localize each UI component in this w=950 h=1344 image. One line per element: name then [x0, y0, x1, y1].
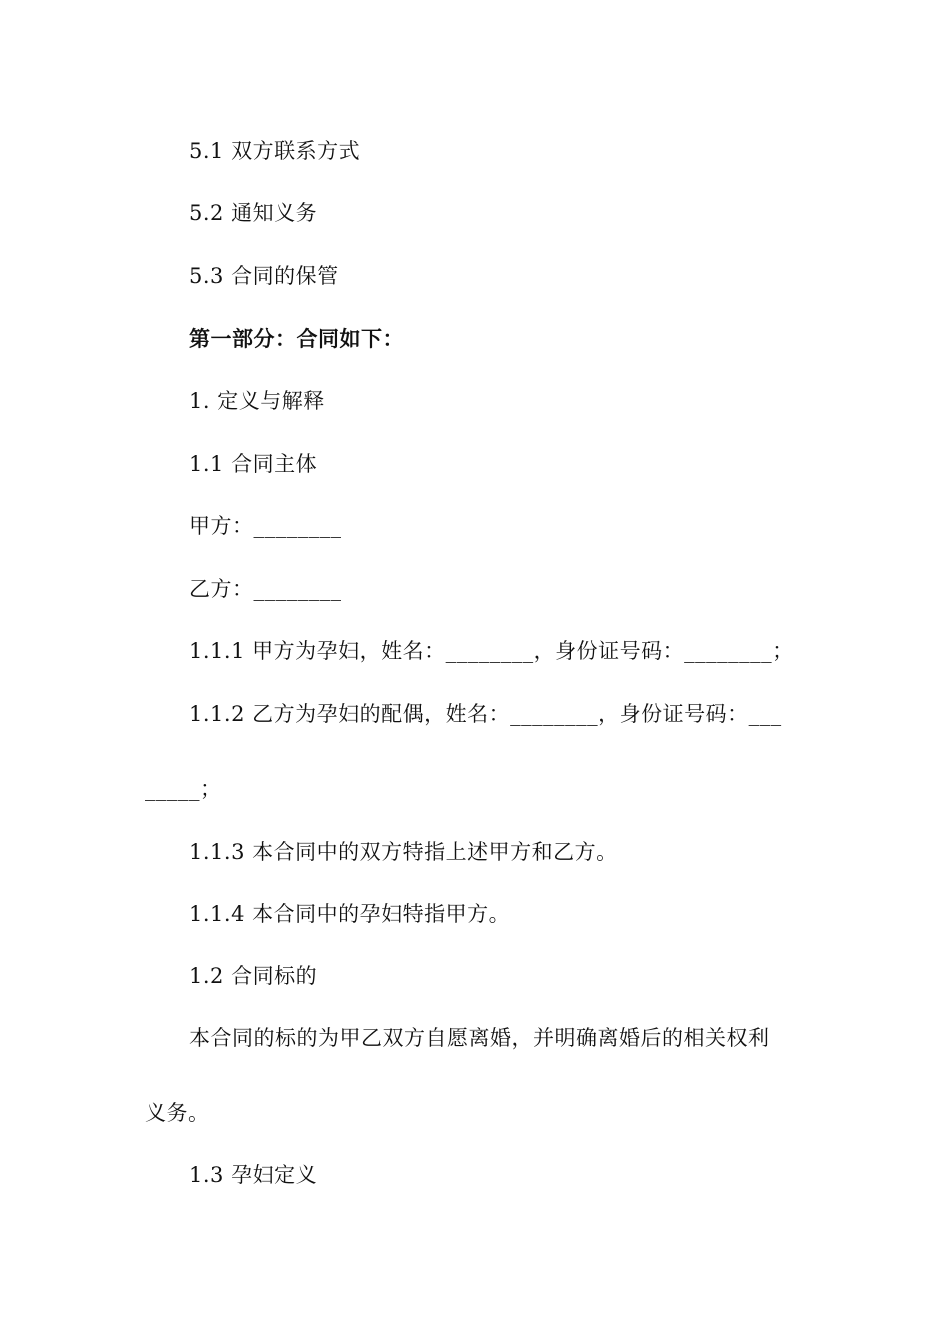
clause-1-1-4: 1.1.4 本合同中的孕妇特指甲方。	[189, 902, 511, 926]
clause-1-1-2-continued: _____；	[145, 777, 222, 801]
clause-1-2-body: 本合同的标的为甲乙双方自愿离婚，并明确离婚后的相关权利	[189, 1026, 770, 1050]
clause-1-1-title: 1.1 合同主体	[189, 452, 318, 476]
clause-1-2-title: 1.2 合同标的	[189, 964, 318, 988]
clause-1-1-3: 1.1.3 本合同中的双方特指上述甲方和乙方。	[189, 840, 618, 864]
toc-item-5-3: 5.3 合同的保管	[189, 264, 339, 288]
clause-1-2-body-continued: 义务。	[145, 1101, 210, 1125]
clause-1-3-title: 1.3 孕妇定义	[189, 1163, 318, 1187]
toc-item-5-1: 5.1 双方联系方式	[189, 139, 361, 163]
clause-1-title: 1. 定义与解释	[189, 389, 325, 413]
section-heading: 第一部分：合同如下：	[189, 326, 404, 351]
clause-1-1-2: 1.1.2 乙方为孕妇的配偶，姓名：________，身份证号码：___	[189, 702, 782, 726]
party-a-line: 甲方：________	[189, 514, 342, 538]
toc-item-5-2: 5.2 通知义务	[189, 201, 318, 225]
party-b-line: 乙方：________	[189, 577, 342, 601]
clause-1-1-1: 1.1.1 甲方为孕妇，姓名：________，身份证号码：________；	[189, 639, 794, 663]
